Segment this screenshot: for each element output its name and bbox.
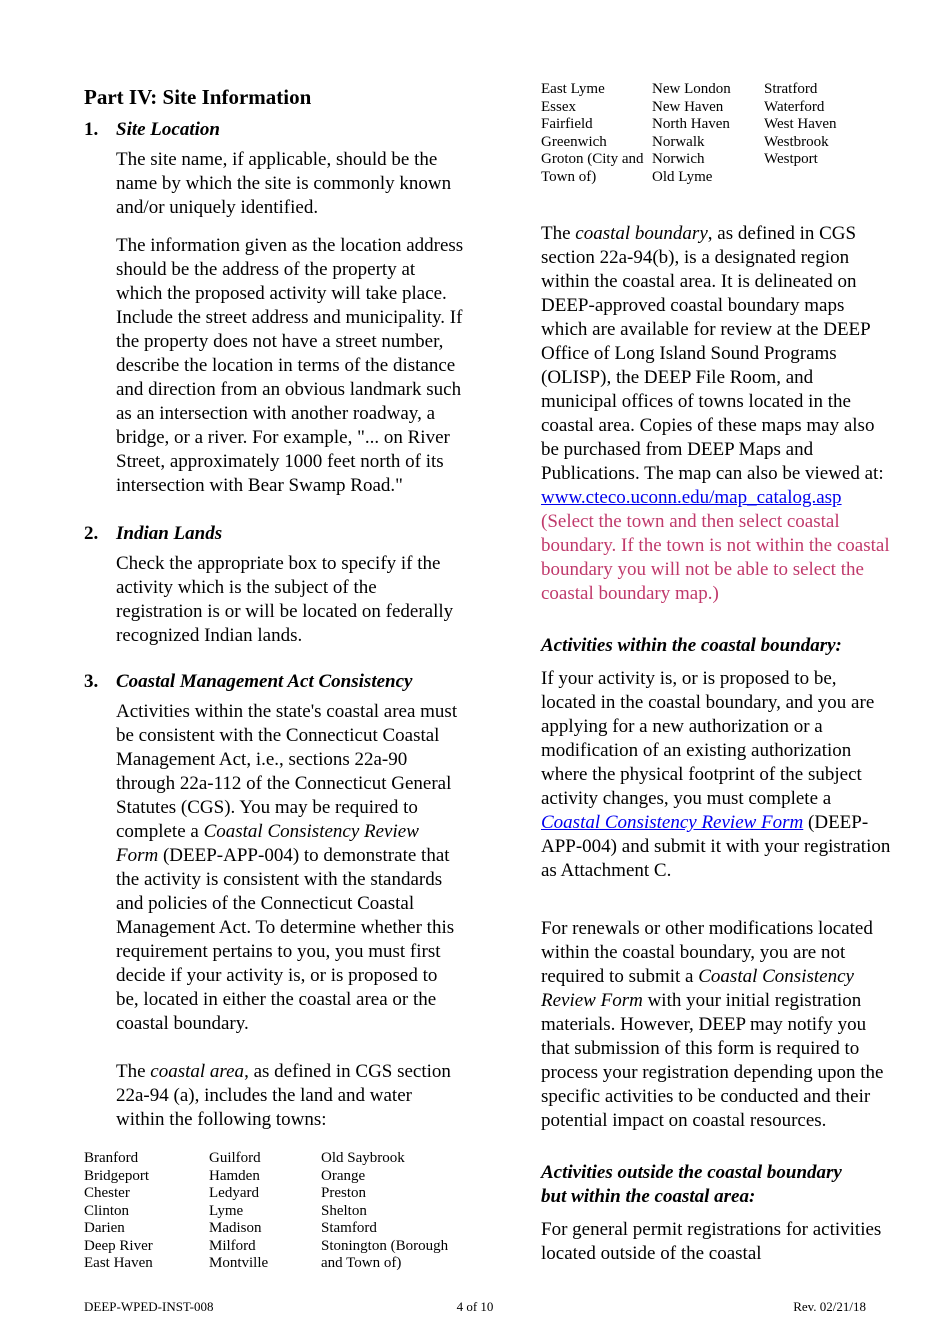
page-footer — [84, 1299, 866, 1315]
outside-boundary-heading: Activities outside the coastal boundary but within the coastal area: — [541, 1162, 842, 1207]
text: If your activity is, or is proposed to be, located in the coastal boundary, and you are applying for a new authorization or a modification of an existing authorization where the physical footprint of the subject activity changes, you must complete a — [541, 668, 875, 809]
town: Norwalk — [652, 133, 705, 150]
text: , as defined in CGS section 22a-94(b), is a designated region within the coastal area. It is delineated on DEEP-approved coastal boundary maps which are available for review at the DEEP Office of Long Island Sound Programs (OLISP), the DEEP File Room, and municipal offices of towns located in the coastal area. Copies of these maps may also be purchased from DEEP Maps and Publications. The map can also be viewed at: — [541, 223, 884, 484]
town: Westport — [764, 151, 818, 167]
town: Deep River — [84, 1237, 153, 1254]
town: Norwich — [652, 151, 705, 167]
town: Stonington (Borough — [321, 1237, 449, 1254]
towns-column — [321, 1150, 448, 1273]
coastal-area-paragraph — [116, 1060, 464, 1132]
towns-column — [541, 81, 652, 186]
towns-column — [652, 81, 764, 186]
town: Old Lyme — [652, 168, 713, 185]
towns-column — [209, 1150, 321, 1273]
footer-doc-id: DEEP-WPED-INST-008 — [84, 1298, 214, 1314]
town: Ledyard — [209, 1185, 259, 1201]
text: Activities within the state's coastal area must be consistent with the Connecticut Coastal Management Act, i.e., sections 22a-90 through 22a-112 of the Connecticut General Statutes (CGS). You may be required to complete a — [116, 701, 458, 842]
text: (DEEP-APP-004) and submit it with your registration as Attachment C. — [541, 812, 891, 881]
section-title: Indian Lands — [116, 523, 223, 544]
town: Preston — [321, 1185, 366, 1201]
part-title: Part IV: Site Information — [84, 85, 312, 109]
town: Hamden — [209, 1167, 260, 1184]
footer-revision: Rev. 02/21/18 — [793, 1298, 867, 1314]
coastal-consistency-form-link[interactable]: Coastal Consistency Review Form — [541, 812, 804, 833]
text: with your initial registration materials. However, DEEP may notify you that submission of this form is required to process your registration depending upon the specific activities to be conducted and their potential impact on coastal resources. — [541, 990, 884, 1131]
map-instructions-note: (Select the town and then select coastal boundary. If the town is not within the coastal boundary you will not be able to select the coastal boundary map.) — [541, 511, 890, 604]
section-title: Site Location — [116, 119, 220, 140]
coastal-act-paragraph — [116, 700, 464, 1036]
town: Milford — [209, 1237, 256, 1254]
section-2-heading — [84, 522, 464, 546]
town: Stamford — [321, 1220, 377, 1236]
location-address-paragraph: The information given as the location address should be the address of the property at which the proposed activity will take place. Include the street address and municipality. If the property does not have a street number, describe the location in terms of the distance and direction from an obvious landmark such as an intersection with another roadway, a bridge, or a river. For example, "... on River Street, approximately 1000 feet north of its intersection with Bear Swamp Road." — [116, 235, 464, 496]
town: Clinton — [84, 1202, 130, 1219]
section-3-heading — [84, 670, 464, 694]
town: Branford — [84, 1150, 139, 1166]
section-title: Coastal Management Act Consistency — [116, 671, 413, 692]
town: New Haven — [652, 98, 724, 115]
renewals-paragraph — [541, 917, 891, 1133]
outside-boundary-paragraph: For general permit registrations for activities located outside of the coastal — [541, 1219, 882, 1264]
within-boundary-heading: Activities within the coastal boundary: — [541, 635, 842, 656]
within-boundary-paragraph — [541, 667, 891, 883]
town: Stratford — [764, 81, 818, 97]
town: Groton (City and — [541, 151, 644, 167]
form-name: Coastal Consistency Review Form — [116, 821, 419, 866]
town: Fairfield — [541, 116, 593, 132]
coastal-boundary-paragraph — [541, 222, 891, 606]
text: For renewals or other modifications located within the coastal boundary, you are not required to submit a — [541, 918, 873, 987]
town: Bridgeport — [84, 1167, 149, 1184]
text: The — [541, 223, 576, 244]
town: Waterford — [764, 98, 825, 115]
map-catalog-link[interactable]: www.cteco.uconn.edu/map_catalog.asp — [541, 487, 842, 508]
text: The — [116, 1061, 151, 1082]
town: Essex — [541, 98, 576, 115]
section-number: 1. — [84, 119, 99, 140]
town: Lyme — [209, 1202, 244, 1219]
coastal-towns-list-left — [84, 1150, 464, 1273]
left-column — [84, 81, 464, 1287]
footer-page-number: 4 of 10 — [456, 1298, 494, 1314]
towns-column — [764, 81, 837, 186]
town: North Haven — [652, 116, 730, 132]
town: Guilford — [209, 1150, 261, 1166]
town: Shelton — [321, 1202, 367, 1219]
town: Chester — [84, 1185, 130, 1201]
section-number: 2. — [84, 523, 99, 544]
form-name: Coastal Consistency Review Form — [541, 966, 854, 1011]
term: coastal area — [150, 1061, 245, 1082]
town: West Haven — [764, 116, 837, 132]
town: Madison — [209, 1220, 262, 1236]
text: (DEEP-APP-004) to demonstrate that the activity is consistent with the standards and policies of the Connecticut Coastal Management Act. To determine whether this requirement pertains to you, you must first decide if your activity is, or is proposed to be, located in either the coastal area or the coastal boundary. — [116, 845, 455, 1034]
town: Darien — [84, 1220, 125, 1236]
town: and Town of) — [321, 1255, 402, 1271]
town: East Lyme — [541, 81, 605, 97]
section-number: 3. — [84, 671, 99, 692]
town: New London — [652, 81, 731, 97]
right-column — [541, 81, 891, 1280]
site-name-paragraph: The site name, if applicable, should be the name by which the site is commonly known and/or uniquely identified. — [116, 149, 452, 218]
indian-lands-paragraph: Check the appropriate box to specify if the activity which is the subject of the registration is or will be located on federally recognized Indian lands. — [116, 553, 454, 646]
towns-column — [84, 1150, 209, 1273]
section-1-heading — [84, 118, 464, 142]
town: Town of) — [541, 168, 597, 185]
town: Old Saybrook — [321, 1150, 405, 1166]
town: Westbrook — [764, 133, 829, 150]
town: East Haven — [84, 1255, 153, 1271]
term: coastal boundary — [575, 223, 708, 244]
town: Greenwich — [541, 133, 607, 150]
town: Orange — [321, 1167, 366, 1184]
town: Montville — [209, 1255, 269, 1271]
coastal-towns-list-right — [541, 81, 891, 186]
two-column-body — [0, 81, 950, 1287]
text: , as defined in CGS section 22a-94 (a), includes the land and water within the following towns: — [116, 1061, 451, 1130]
